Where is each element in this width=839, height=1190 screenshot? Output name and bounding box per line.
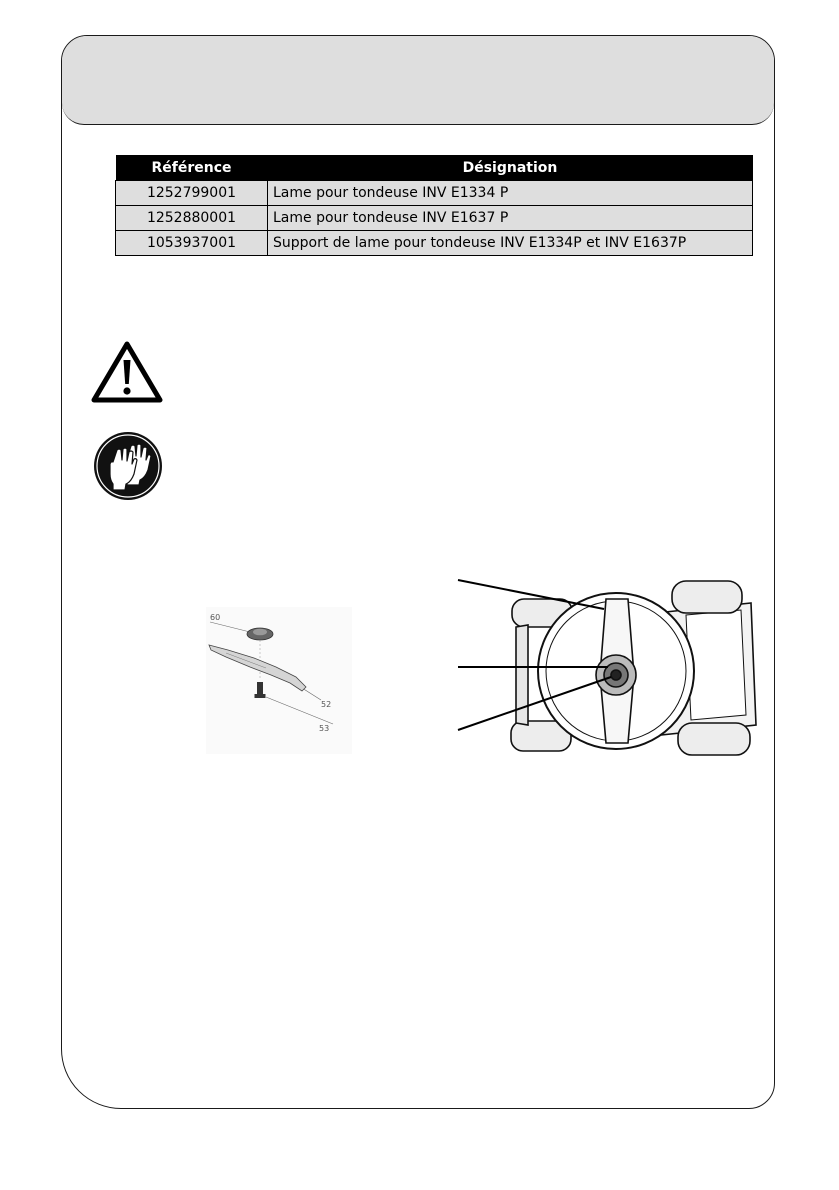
- table-row: [116, 231, 753, 256]
- warning-triangle-icon: [91, 341, 163, 403]
- mower-underside-diagram: [456, 575, 776, 765]
- parts-reference-table: [115, 155, 753, 256]
- reference-cell: 1053937001: [116, 231, 268, 256]
- protective-gloves-icon: [93, 431, 163, 501]
- column-header-reference: Référence: [116, 155, 268, 181]
- page-header-band: [62, 36, 774, 125]
- designation-cell: Lame pour tondeuse INV E1334 P: [268, 181, 753, 206]
- reference-cell: 1252880001: [116, 206, 268, 231]
- table-row: [116, 206, 753, 231]
- part-label-60: 60: [210, 613, 221, 622]
- part-label-53: 53: [319, 724, 330, 733]
- table-header-row: [116, 155, 753, 181]
- part-label-52: 52: [321, 700, 332, 709]
- blade-exploded-diagram: [206, 607, 352, 754]
- reference-cell: 1252799001: [116, 181, 268, 206]
- table-row: [116, 181, 753, 206]
- column-header-designation: Désignation: [268, 155, 753, 181]
- designation-cell: Lame pour tondeuse INV E1637 P: [268, 206, 753, 231]
- designation-cell: Support de lame pour tondeuse INV E1334P et INV E1637P: [268, 231, 753, 256]
